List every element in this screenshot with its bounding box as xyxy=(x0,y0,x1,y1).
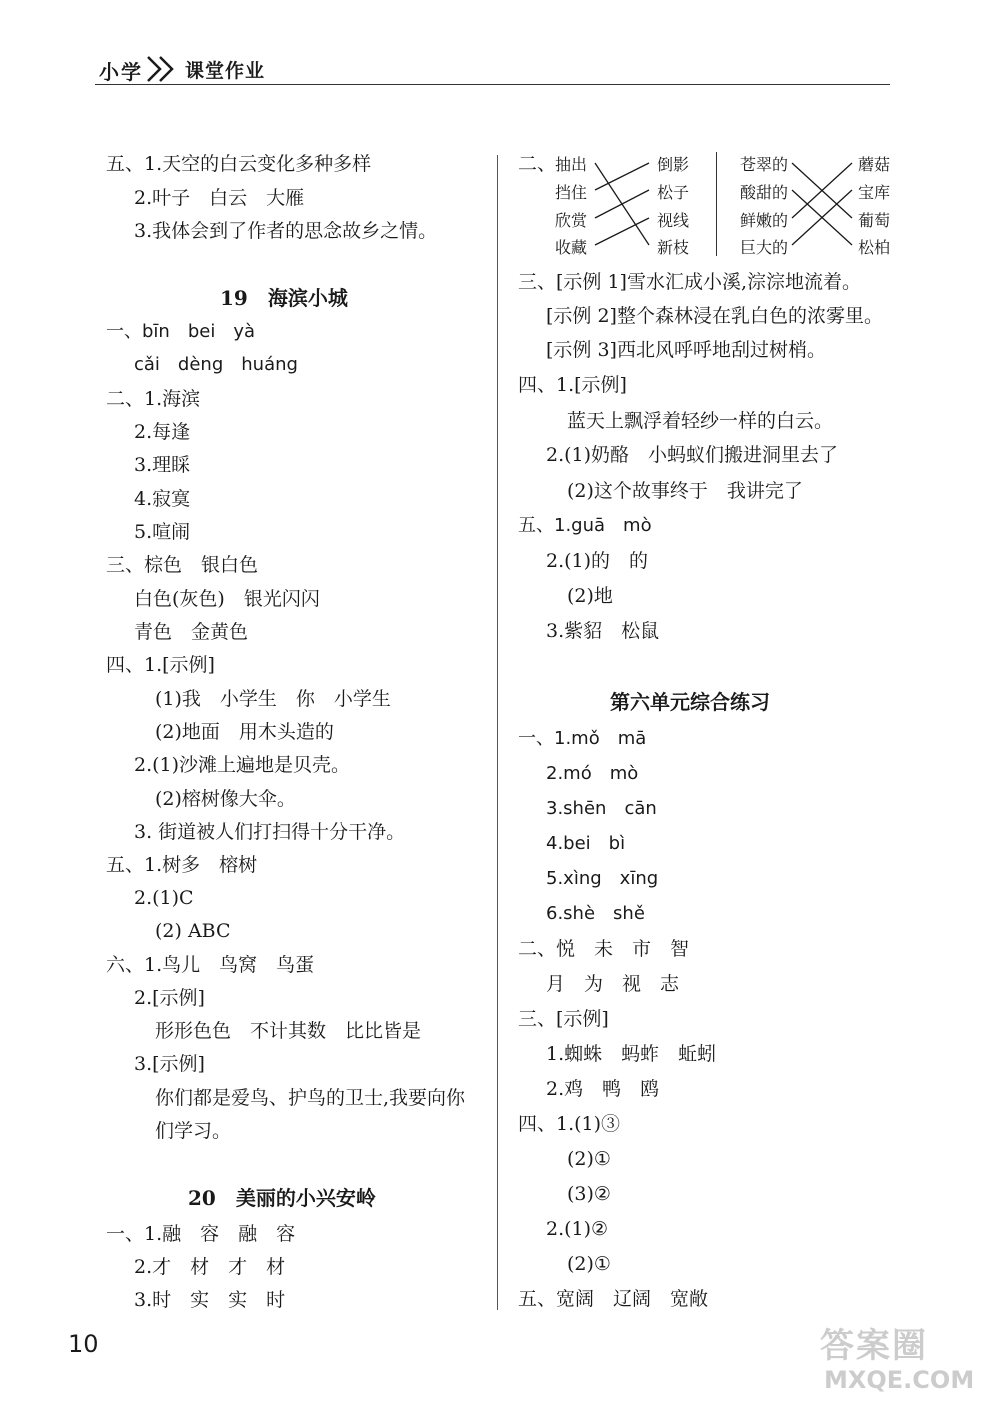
header-rule xyxy=(95,84,890,85)
answer-line: 二、 xyxy=(518,153,557,175)
answer-line: 青色 金黄色 xyxy=(134,621,249,643)
answer-line: 四、1.[示例] xyxy=(106,654,215,676)
match-right-item: 视线 xyxy=(657,211,690,230)
answer-line: 形形色色 不计其数 比比皆是 xyxy=(155,1020,422,1042)
answer-line: 6.shè shě xyxy=(546,903,645,924)
answer-line: (3)② xyxy=(567,1183,611,1205)
answer-line: 1.蜘蛛 蚂蚱 蚯蚓 xyxy=(546,1043,717,1065)
answer-line: cǎi dèng huáng xyxy=(134,354,298,375)
lesson-19-title: 19 海滨小城 xyxy=(220,286,348,310)
answer-line: 3.[示例] xyxy=(134,1053,205,1075)
answer-line: 3.时 实 实 时 xyxy=(134,1289,286,1311)
watermark-url: MXQE.COM xyxy=(824,1366,975,1394)
match-left-item: 收藏 xyxy=(555,238,588,257)
match-right-item: 松子 xyxy=(657,183,690,202)
answer-line: (2)① xyxy=(567,1253,611,1275)
match-left-item: 欣赏 xyxy=(555,211,588,230)
answer-line: 2.才 材 才 材 xyxy=(134,1256,286,1278)
answer-line: [示例 3]西北风呼呼地刮过树梢。 xyxy=(546,339,826,361)
answer-line: 月 为 视 志 xyxy=(546,973,680,995)
answer-line: 3.shēn cān xyxy=(546,798,657,819)
answer-line: 白色(灰色) 银光闪闪 xyxy=(134,588,320,610)
answer-line: 5.喧闹 xyxy=(134,521,191,543)
match-right-item: 新枝 xyxy=(657,238,690,257)
watermark xyxy=(820,1318,995,1400)
match-left-item: 酸甜的 xyxy=(740,183,789,202)
answer-line: (1)我 小学生 你 小学生 xyxy=(155,688,391,710)
page-header xyxy=(95,56,890,86)
header-series: 小学 xyxy=(99,60,143,84)
answer-line: 2.叶子 白云 大雁 xyxy=(134,187,305,209)
answer-line: 4.bei bì xyxy=(546,833,626,854)
answer-line: 3.我体会到了作者的思念故乡之情。 xyxy=(134,220,438,242)
answer-line: 2.(1)C xyxy=(134,887,194,909)
answer-line: 2.(1)奶酪 小蚂蚁们搬进洞里去了 xyxy=(546,444,839,466)
answer-line: 4.寂寞 xyxy=(134,488,191,510)
answer-line: 一、1.mǒ mā xyxy=(518,728,647,749)
answer-line: 们学习。 xyxy=(155,1120,232,1142)
answer-line: 五、1.guā mò xyxy=(518,515,652,536)
matching-divider xyxy=(716,152,717,256)
answer-line: 二、悦 未 市 智 xyxy=(518,938,690,960)
match-left-item: 巨大的 xyxy=(740,238,789,257)
answer-line: 2.(1)的 的 xyxy=(546,550,649,572)
answer-line: 2.(1)沙滩上遍地是贝壳。 xyxy=(134,754,351,776)
match-right-item: 蘑菇 xyxy=(858,155,891,174)
match-right-item: 倒影 xyxy=(657,155,690,174)
answer-line: (2)① xyxy=(567,1148,611,1170)
answer-line: (2)地面 用木头造的 xyxy=(155,721,334,743)
answer-line: 3. 街道被人们打扫得十分干净。 xyxy=(134,821,406,843)
answer-line: (2)这个故事终于 我讲完了 xyxy=(567,480,803,502)
match-left-item: 挡住 xyxy=(555,183,588,202)
unit-6-title: 第六单元综合练习 xyxy=(610,690,770,714)
match-right-item: 宝库 xyxy=(858,183,891,202)
answer-line: (2) ABC xyxy=(155,920,231,942)
answer-line: 你们都是爱鸟、护鸟的卫士,我要向你 xyxy=(155,1087,466,1109)
match-left-item: 苍翠的 xyxy=(740,155,789,174)
answer-line: 六、1.鸟儿 鸟窝 鸟蛋 xyxy=(106,954,315,976)
answer-line: [示例 2]整个森林浸在乳白色的浓雾里。 xyxy=(546,305,883,327)
answer-line: 2.(1)② xyxy=(546,1218,609,1240)
answer-line: 5.xìng xīng xyxy=(546,868,659,889)
header-book-title: 课堂作业 xyxy=(185,60,266,82)
answer-line: 五、1.树多 榕树 xyxy=(106,854,258,876)
answer-line: 蓝天上飘浮着轻纱一样的白云。 xyxy=(567,410,834,432)
answer-line: 一、bīn bei yà xyxy=(106,321,256,342)
page-number: 10 xyxy=(68,1330,99,1358)
answer-line: 三、[示例 1]雪水汇成小溪,淙淙地流着。 xyxy=(518,271,861,293)
watermark-logo: 答案圈 xyxy=(820,1326,928,1366)
match-left-item: 鲜嫩的 xyxy=(740,211,789,230)
answer-line: 2.每逢 xyxy=(134,421,191,443)
answer-line: 三、棕色 银白色 xyxy=(106,554,259,576)
answer-line: 三、[示例] xyxy=(518,1008,609,1030)
answer-line: (2)地 xyxy=(567,585,613,607)
answer-line: 3.理睬 xyxy=(134,454,191,476)
lesson-20-title: 20 美丽的小兴安岭 xyxy=(188,1186,376,1210)
answer-line: 2.[示例] xyxy=(134,987,205,1009)
answer-line: 四、1.(1)③ xyxy=(518,1113,621,1135)
matching-exercise-2 xyxy=(740,150,895,265)
answer-line: 五、1.天空的白云变化多种多样 xyxy=(106,153,372,175)
match-right-item: 葡萄 xyxy=(858,211,891,230)
matching-exercise-1 xyxy=(555,150,705,265)
answer-line: 四、1.[示例] xyxy=(518,374,627,396)
answer-line: 一、1.融 容 融 容 xyxy=(106,1223,296,1245)
answer-line: (2)榕树像大伞。 xyxy=(155,788,296,810)
answer-line: 2.mó mò xyxy=(546,763,639,784)
match-right-item: 松柏 xyxy=(858,238,891,257)
column-divider xyxy=(497,155,498,1310)
answer-line: 二、1.海滨 xyxy=(106,388,201,410)
match-left-item: 抽出 xyxy=(555,155,588,174)
answer-line: 3.紫貂 松鼠 xyxy=(546,620,660,642)
answer-line: 五、宽阔 辽阔 宽敞 xyxy=(518,1288,709,1310)
answer-line: 2.鸡 鸭 鸥 xyxy=(546,1078,660,1100)
double-chevron-icon xyxy=(145,54,179,84)
